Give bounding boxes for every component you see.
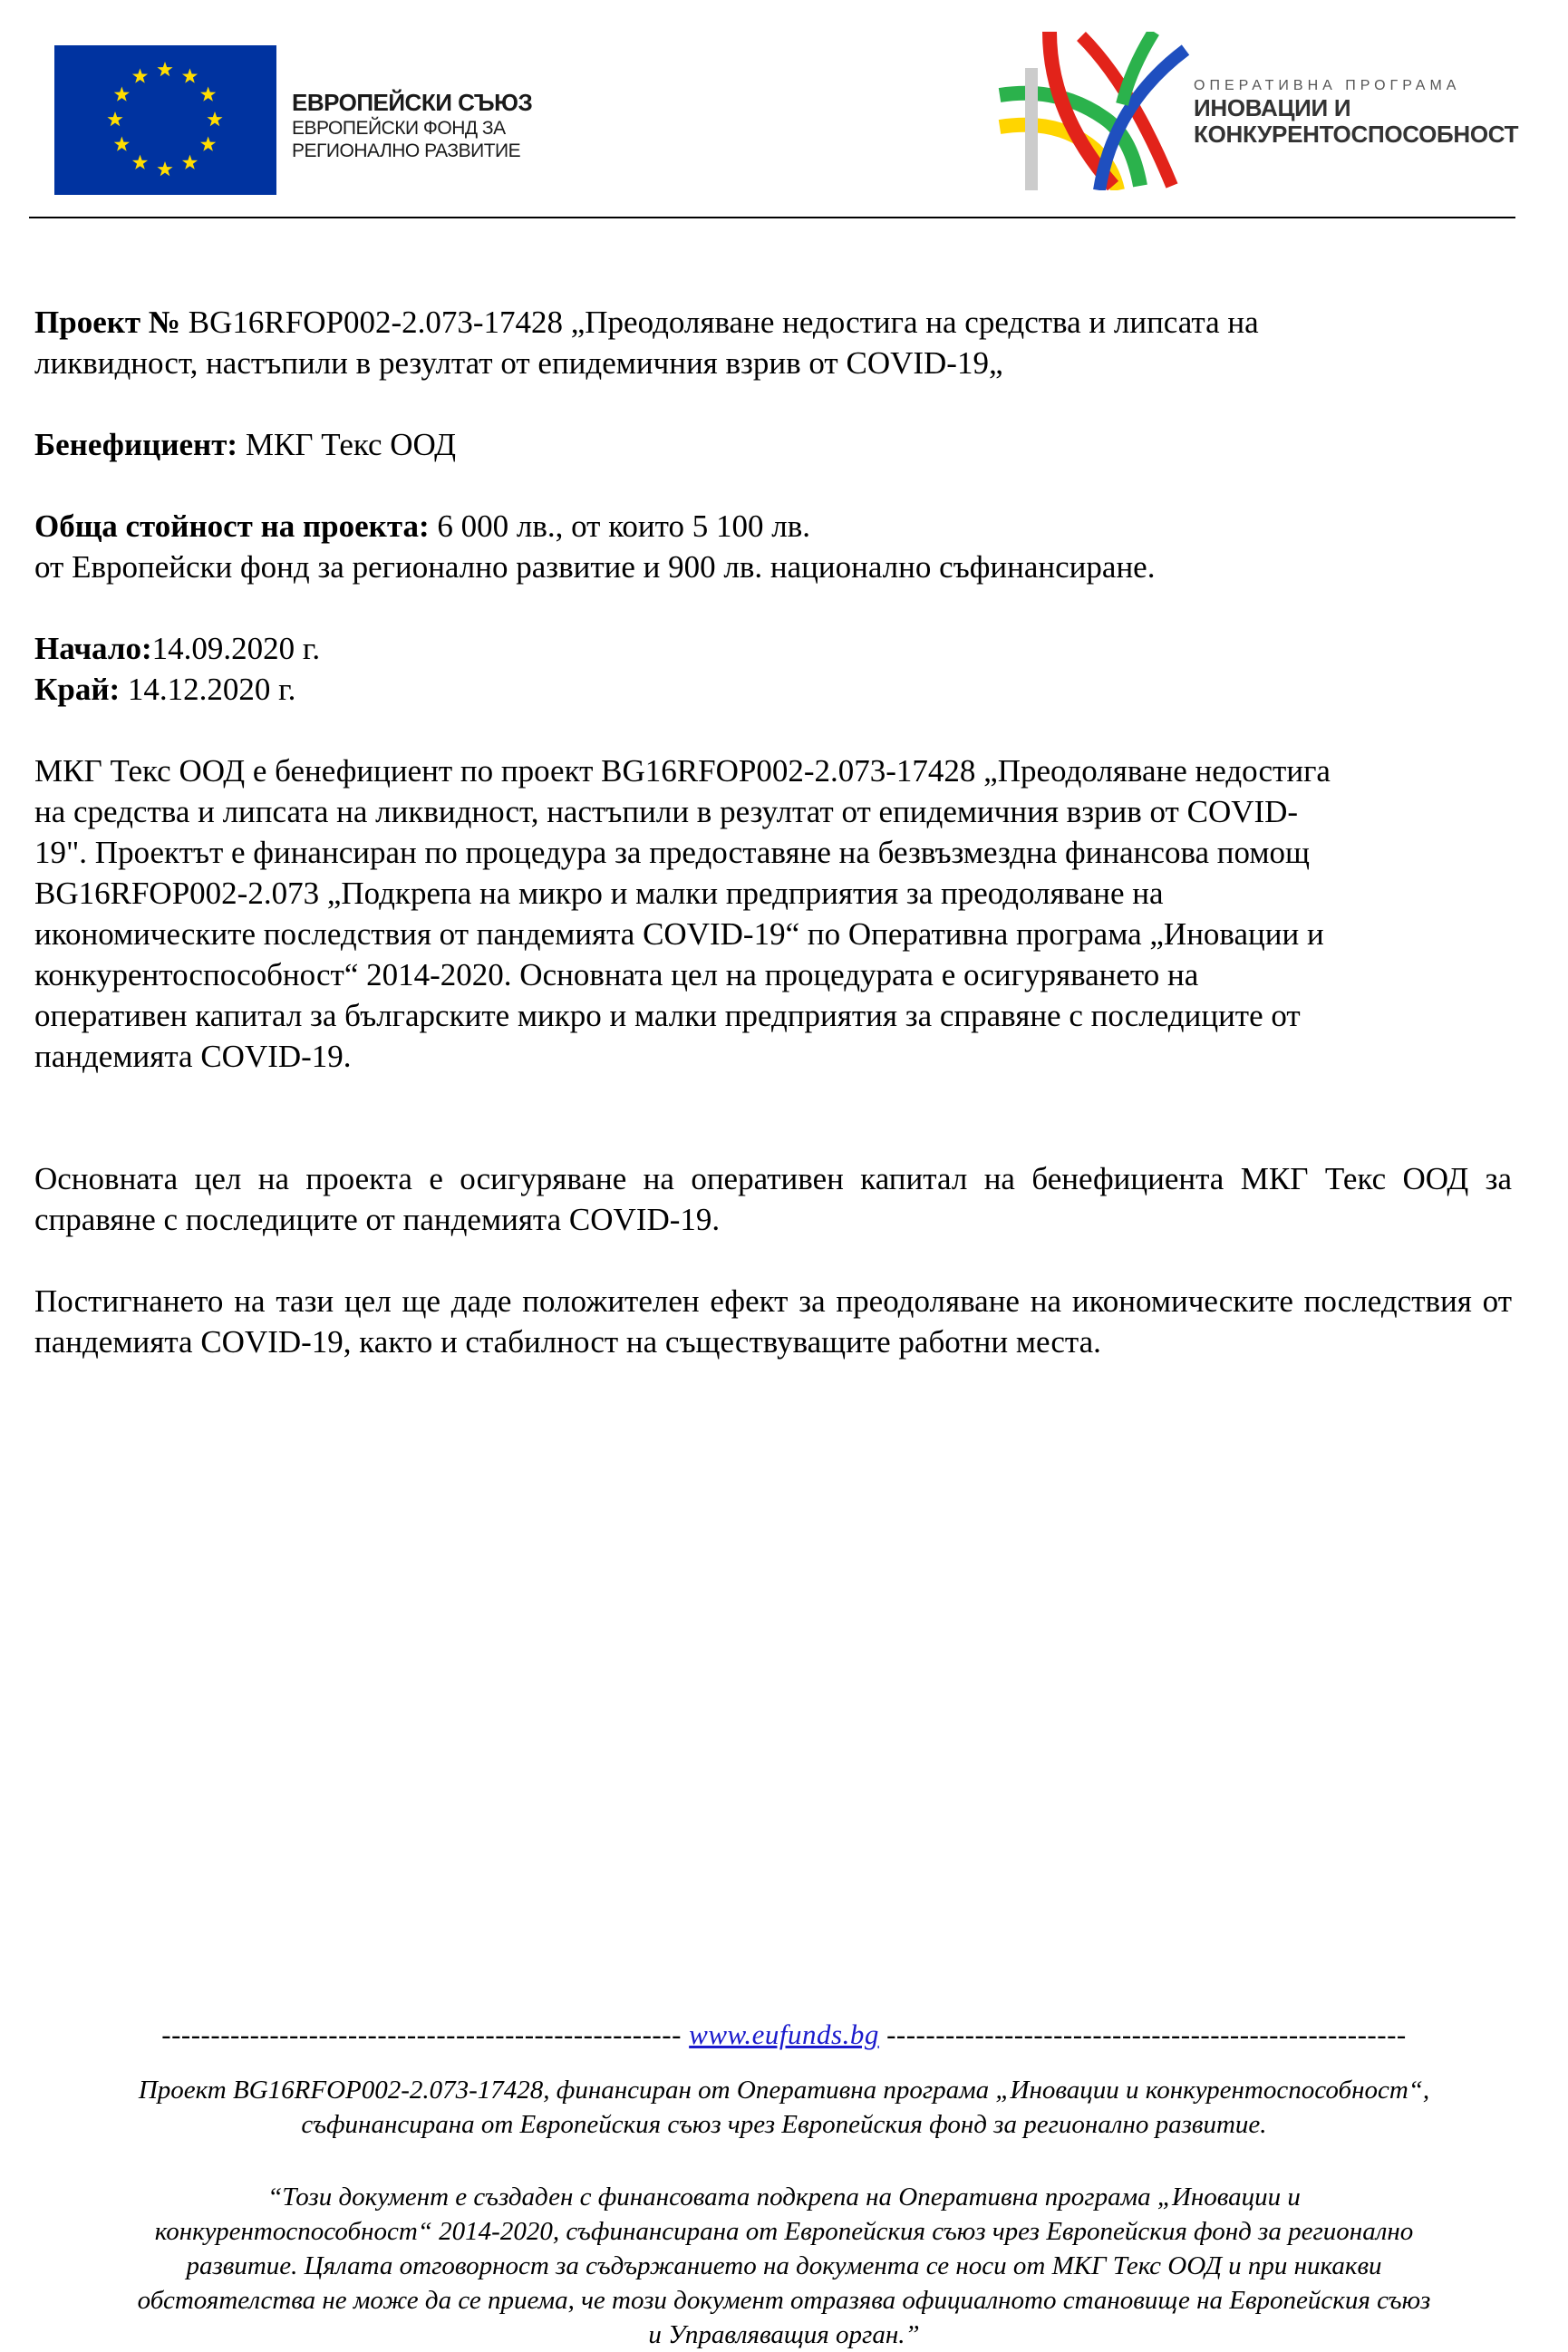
beneficiary-value: МКГ Текс ООД	[237, 427, 456, 462]
start-label: Начало:	[34, 631, 152, 666]
beneficiary-label: Бенефициент:	[34, 427, 238, 462]
op-line2: КОНКУРЕНТОСПОСОБНОСТ	[1194, 121, 1519, 148]
total-value-line1: Обща стойност на проекта: 6 000 лв., от които 5 100 лв.	[34, 508, 810, 544]
document-body	[34, 302, 1512, 1362]
page-footer	[0, 2017, 1568, 2352]
eu-line3: РЕГИОНАЛНО РАЗВИТИЕ	[292, 140, 521, 161]
project-label: Проект №	[34, 305, 181, 340]
eu-flag-logo	[54, 45, 276, 195]
op-line1: ИНОВАЦИИ И	[1194, 94, 1351, 121]
end-value: 14.12.2020 г.	[120, 672, 296, 707]
end-label: Край:	[34, 672, 121, 707]
footer-link-line	[0, 2017, 1568, 2053]
end-date-line	[34, 669, 1512, 710]
header-divider	[29, 217, 1515, 218]
innovation-program-logo-icon	[995, 32, 1199, 190]
dashes-left: -----------------------------------------------------	[161, 2018, 682, 2050]
start-value: 14.09.2020 г.	[151, 631, 321, 666]
total-value-line2: от Европейски фонд за регионално развитие и 900 лв. национално съфинансиране.	[34, 549, 1156, 585]
beneficiary-line	[34, 424, 1512, 465]
effect-paragraph: Постигнането на тази цел ще даде положителен ефект за преодоляване на икономическите последствия от пандемията COVID-19, както и стабилност на съществуващите работни места.	[34, 1283, 1512, 1360]
eu-fund-label	[292, 88, 532, 162]
footer-project-note: Проект BG16RFOP002-2.073-17428, финансиран от Оперативна програма „Иновации и конкурентоспособност“, съфинансирана от Европейския съюз чрез Европейския фонд за регионално развитие.	[138, 2076, 1430, 2139]
eu-line2: ЕВРОПЕЙСКИ ФОНД ЗА	[292, 118, 506, 139]
innovation-program-label	[1194, 77, 1518, 148]
description-paragraph: МКГ Текс ООД е бенефициент по проект BG16RFOP002-2.073-17428 „Преодоляване недостига на средства и липсата на ликвидност, настъпили в резултат от епидемичния взрив от COVID- 19". Проектът е финансиран по процедура за предоставяне на безвъзмездна финансова помощ BG16RFOP002-2.073 „Подкрепа на микро и малки предприятия за преодоляване на икономическите последствия от пандемията COVID-19“ по Оперативна програма „Иновации и конкурентоспособност“ 2014-2020. Основната цел на процедурата е осигуряването на оперативен капитал за българските микро и малки предприятия за справяне с последиците от пандемията COVID-19.	[34, 753, 1331, 1074]
page-header	[0, 0, 1568, 227]
start-date-line	[34, 628, 1512, 669]
eufunds-link[interactable]: www.eufunds.bg	[689, 2018, 879, 2050]
footer-disclaimer: “Този документ е създаден с финансовата подкрепа на Оперативна програма „Иновации и конкурентоспособност“ 2014-2020, съфинансирана от Европейския съюз чрез Европейския фонд за регионално развитие. Цялата отговорност за съдържанието на документа се носи от МКГ Текс ООД и при никакви обстоятелства не може да се приема, че този документ отразява официалното становище на Европейския съюз и Управляващия орган.”	[137, 2183, 1431, 2349]
total-label: Обща стойност на проекта:	[34, 508, 430, 544]
project-line2: ликвидност, настъпили в резултат от епидемичния взрив от COVID-19„	[34, 345, 1003, 381]
goal-paragraph: Основната цел на проекта е осигуряване на оперативен капитал на бенефициента МКГ Текс ООД за справяне с последиците от пандемията COVID-19.	[34, 1161, 1512, 1237]
eu-stars-icon	[54, 45, 276, 195]
op-small-label: ОПЕРАТИВНА ПРОГРАМА	[1194, 78, 1461, 93]
project-line1: Проект № BG16RFOP002-2.073-17428 „Преодоляване недостига на средства и липсата на	[34, 305, 1259, 340]
eu-line1: ЕВРОПЕЙСКИ СЪЮЗ	[292, 89, 533, 116]
dashes-right: -----------------------------------------------------	[886, 2018, 1407, 2050]
